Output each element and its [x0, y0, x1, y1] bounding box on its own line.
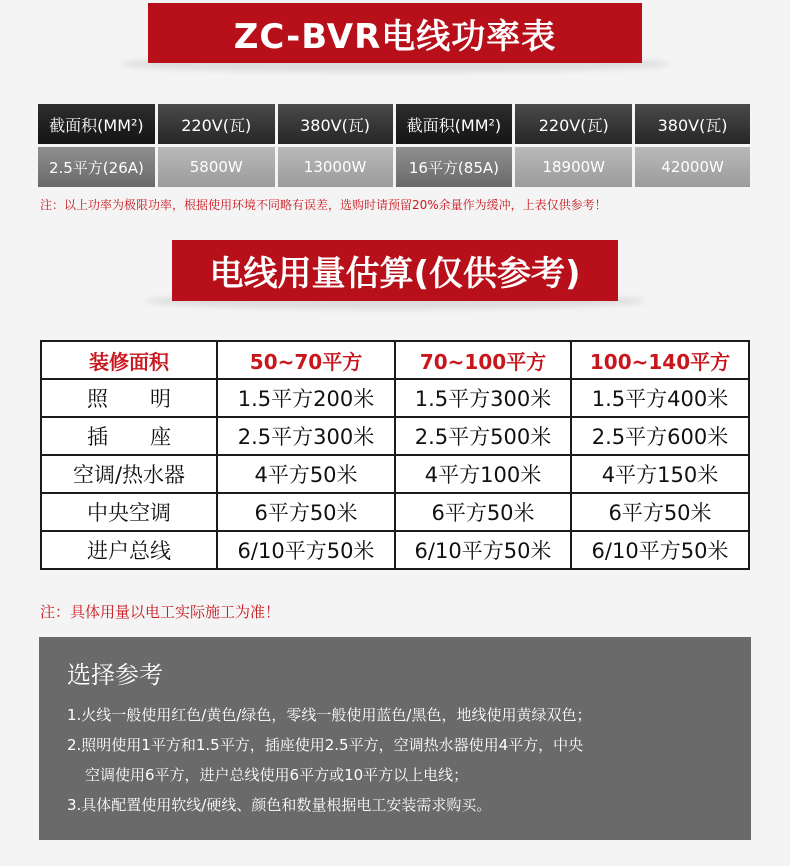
data-cell: 13000W — [278, 147, 393, 187]
data-cell: 2.5平方300米 — [217, 417, 395, 455]
row-label: 中央空调 — [41, 493, 217, 531]
reference-line: 空调使用6平方，进户总线使用6平方或10平方以上电线； — [85, 766, 469, 784]
data-cell: 6平方50米 — [395, 493, 571, 531]
data-cell: 2.5平方600米 — [571, 417, 749, 455]
header-cell: 380V(瓦) — [278, 104, 393, 144]
power-table-banner: ZC-BVR电线功率表 — [148, 3, 642, 63]
data-cell: 6平方50米 — [571, 493, 749, 531]
data-cell: 6/10平方50米 — [395, 531, 571, 569]
header-cell: 100~140平方 — [571, 341, 749, 379]
power-note: 注：以上功率为极限功率，根据使用环境不同略有误差，选购时请预留20%余量作为缓冲，上表仅供参考！ — [40, 198, 607, 212]
data-cell: 4平方150米 — [571, 455, 749, 493]
estimate-note: 注：具体用量以电工实际施工为准！ — [40, 603, 281, 621]
data-cell: 16平方(85A) — [396, 147, 513, 187]
table-row — [41, 417, 749, 455]
estimate-table-header — [41, 341, 749, 379]
header-cell: 70~100平方 — [395, 341, 571, 379]
table-row — [41, 455, 749, 493]
power-table — [38, 104, 750, 190]
header-cell: 380V(瓦) — [635, 104, 750, 144]
estimate-table — [40, 340, 750, 570]
table-row — [41, 379, 749, 417]
header-cell: 截面积(MM²) — [38, 104, 155, 144]
row-label: 进户总线 — [41, 531, 217, 569]
data-cell: 4平方100米 — [395, 455, 571, 493]
reference-line: 1.火线一般使用红色/黄色/绿色，零线一般使用蓝色/黑色，地线使用黄绿双色； — [67, 706, 592, 724]
row-label: 插 座 — [41, 417, 217, 455]
data-cell: 1.5平方200米 — [217, 379, 395, 417]
power-table-row — [38, 147, 750, 187]
estimate-banner: 电线用量估算(仅供参考) — [172, 240, 618, 301]
data-cell: 1.5平方400米 — [571, 379, 749, 417]
header-cell: 50~70平方 — [217, 341, 395, 379]
reference-title: 选择参考 — [67, 661, 163, 689]
data-cell: 5800W — [158, 147, 275, 187]
reference-line: 3.具体配置使用软线/硬线、颜色和数量根据电工安装需求购买。 — [67, 796, 492, 814]
data-cell: 6平方50米 — [217, 493, 395, 531]
table-row — [41, 493, 749, 531]
reference-box — [39, 637, 751, 840]
data-cell: 18900W — [515, 147, 632, 187]
data-cell: 42000W — [635, 147, 750, 187]
header-cell: 220V(瓦) — [158, 104, 275, 144]
header-cell: 截面积(MM²) — [396, 104, 513, 144]
data-cell: 6/10平方50米 — [217, 531, 395, 569]
data-cell: 4平方50米 — [217, 455, 395, 493]
header-cell: 220V(瓦) — [515, 104, 632, 144]
data-cell: 2.5平方(26A) — [38, 147, 155, 187]
data-cell: 6/10平方50米 — [571, 531, 749, 569]
reference-line: 2.照明使用1平方和1.5平方，插座使用2.5平方，空调热水器使用4平方，中央 — [67, 736, 584, 754]
row-label: 照 明 — [41, 379, 217, 417]
data-cell: 1.5平方300米 — [395, 379, 571, 417]
power-table-header — [38, 104, 750, 144]
data-cell: 2.5平方500米 — [395, 417, 571, 455]
header-cell: 装修面积 — [41, 341, 217, 379]
row-label: 空调/热水器 — [41, 455, 217, 493]
table-row — [41, 531, 749, 569]
